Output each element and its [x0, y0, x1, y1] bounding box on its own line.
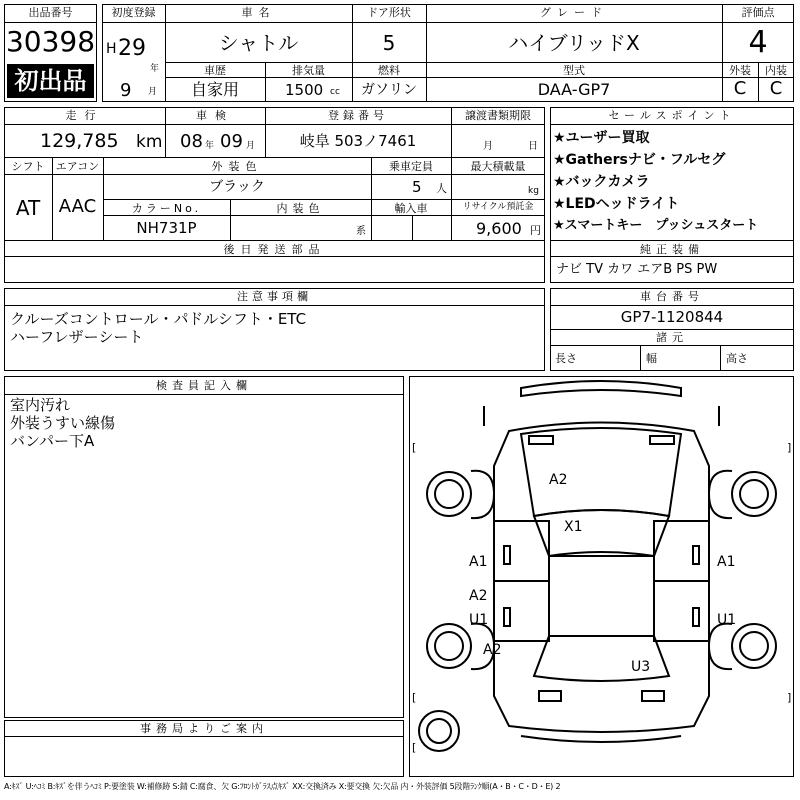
- transfer-day: 日: [528, 141, 538, 152]
- shift-label: シフト: [11, 160, 45, 173]
- office-label: 事務局よりご案内: [140, 722, 268, 735]
- car-name: シャトル: [218, 31, 299, 55]
- note-line: クルーズコントロール・パドルシフト・ETC: [10, 310, 307, 328]
- inspection-month-unit: 月: [246, 141, 256, 151]
- plate: 岐阜 503ノ7461: [299, 132, 417, 150]
- recycle-amount: 9,600: [476, 219, 522, 238]
- selling-point: ★LEDヘッドライト: [553, 196, 680, 212]
- mileage: 129,785: [40, 130, 119, 152]
- svg-text:[: [: [412, 441, 417, 454]
- car-diagram: [409, 376, 794, 777]
- reg-year: 29: [118, 36, 146, 61]
- damage-mark: A1: [717, 554, 736, 570]
- svg-text:[: [: [412, 691, 417, 704]
- chassis-label: 車台番号: [640, 290, 704, 303]
- inspector-line: 室内汚れ: [10, 396, 71, 414]
- spec-width: 幅: [646, 352, 657, 365]
- inspector-line: 外装うすい線傷: [10, 414, 116, 432]
- svg-text:]: ]: [787, 691, 792, 704]
- grade-label: グレード: [540, 6, 608, 19]
- year-unit: 年: [150, 64, 160, 74]
- capacity-unit: 人: [436, 182, 447, 195]
- inspection-year-unit: 年: [205, 141, 215, 151]
- color-no: NH731P: [136, 219, 197, 237]
- damage-mark: U1: [717, 612, 737, 628]
- exterior-grade: C: [733, 78, 747, 99]
- model: DAA-GP7: [537, 80, 611, 99]
- damage-mark: A2: [483, 642, 502, 658]
- era: H: [106, 41, 117, 57]
- mileage-unit: km: [136, 132, 163, 152]
- svg-text:]: ]: [787, 441, 792, 454]
- first-reg-label: 初度登録: [111, 6, 156, 19]
- specs-label: 諸元: [656, 331, 688, 344]
- displacement-unit: cc: [330, 87, 340, 97]
- car-name-label: 車名: [241, 6, 276, 19]
- model-label: 型式: [563, 64, 585, 77]
- displacement: 1500: [285, 81, 324, 99]
- selling-point: ★ユーザー買取: [553, 130, 650, 146]
- score: 4: [748, 25, 768, 60]
- damage-mark: U1: [469, 612, 489, 628]
- notes-label: 注意事項欄: [237, 290, 312, 303]
- history: 自家用: [190, 80, 239, 99]
- damage-mark: U3: [631, 659, 651, 675]
- equipment-label: 純正装備: [640, 243, 704, 256]
- damage-mark: A2: [549, 472, 568, 488]
- spec-height: 高さ: [726, 352, 748, 365]
- damage-mark: X1: [564, 519, 583, 535]
- door-count: 5: [382, 31, 396, 55]
- interior-grade: C: [769, 78, 783, 99]
- spec-length: 長さ: [555, 352, 577, 365]
- load-unit: kg: [528, 186, 539, 196]
- recycle-label: リサイクル預託金: [462, 202, 534, 212]
- aircon-label: エアコン: [55, 160, 100, 173]
- shift: AT: [15, 196, 41, 220]
- color-no-label: カラーNo.: [131, 202, 202, 215]
- lot-number: 30398: [5, 25, 96, 58]
- transfer-label: 譲渡書類期限: [465, 109, 531, 122]
- capacity-label: 乗車定員: [389, 160, 433, 173]
- reg-month: 9: [120, 80, 132, 101]
- equipment: ナビ TV カワ エアB PS PW: [556, 262, 718, 277]
- interior-color-unit: 系: [356, 226, 366, 237]
- legend: A:ｷｽﾞ U:ﾍｺﾐ B:ｷｽﾞを伴うﾍｺﾐ P:要塗装 W:補修跡 S:錆 C:腐食、欠 G:ﾌﾛﾝﾄｶﾞﾗｽ点ｷｽﾞ XX:交換済み X:要交換 欠:欠品 内・外装評価 5段階ﾗﾝｸ順(A・B・C・D・E) 2: [4, 782, 561, 791]
- chassis-number: GP7-1120844: [620, 308, 724, 326]
- selling-point: ★バックカメラ: [553, 174, 650, 190]
- fuel-label: 燃料: [378, 64, 400, 77]
- import-label: 輸入車: [394, 202, 428, 215]
- grade: ハイブリッドX: [508, 31, 640, 55]
- damage-mark: A2: [469, 588, 488, 604]
- score-label: 評価点: [741, 6, 775, 19]
- inspector-label: 検査員記入欄: [156, 379, 252, 392]
- interior-label: 内装: [765, 64, 787, 77]
- fuel: ガソリン: [361, 82, 417, 98]
- interior-color-label: 内装色: [276, 202, 325, 215]
- capacity: 5: [412, 178, 422, 196]
- exterior-color-label: 外装色: [211, 160, 263, 173]
- recycle-unit: 円: [530, 224, 541, 237]
- inspection-month: 09: [220, 131, 243, 152]
- max-load-label: 最大積載量: [470, 160, 526, 173]
- exterior-label: 外装: [729, 64, 751, 77]
- svg-text:[: [: [412, 741, 417, 754]
- month-unit: 月: [148, 87, 158, 97]
- lot-label: 出品番号: [28, 6, 73, 19]
- history-label: 車歴: [204, 64, 226, 77]
- damage-mark: A1: [469, 554, 488, 570]
- mileage-label: 走行: [65, 109, 104, 122]
- note-line: ハーフレザーシート: [10, 328, 144, 346]
- selling-point: ★スマートキー プッシュスタート: [553, 218, 759, 233]
- inspection-label: 車検: [196, 109, 234, 122]
- displacement-label: 排気量: [292, 64, 325, 77]
- first-listing-badge: 初出品: [7, 64, 94, 98]
- inspector-line: バンパー下A: [10, 432, 95, 450]
- selling-points-label: セールスポイント: [608, 109, 736, 122]
- later-parts-label: 後日発送部品: [223, 243, 326, 256]
- aircon: AAC: [58, 196, 97, 217]
- selling-point: ★Gathersナビ・フルセグ: [553, 152, 726, 168]
- plate-label: 登録番号: [328, 109, 388, 122]
- inspection-year: 08: [180, 131, 203, 152]
- transfer-month: 月: [483, 141, 493, 152]
- door-type-label: ドア形状: [367, 6, 411, 19]
- exterior-color: ブラック: [209, 179, 265, 195]
